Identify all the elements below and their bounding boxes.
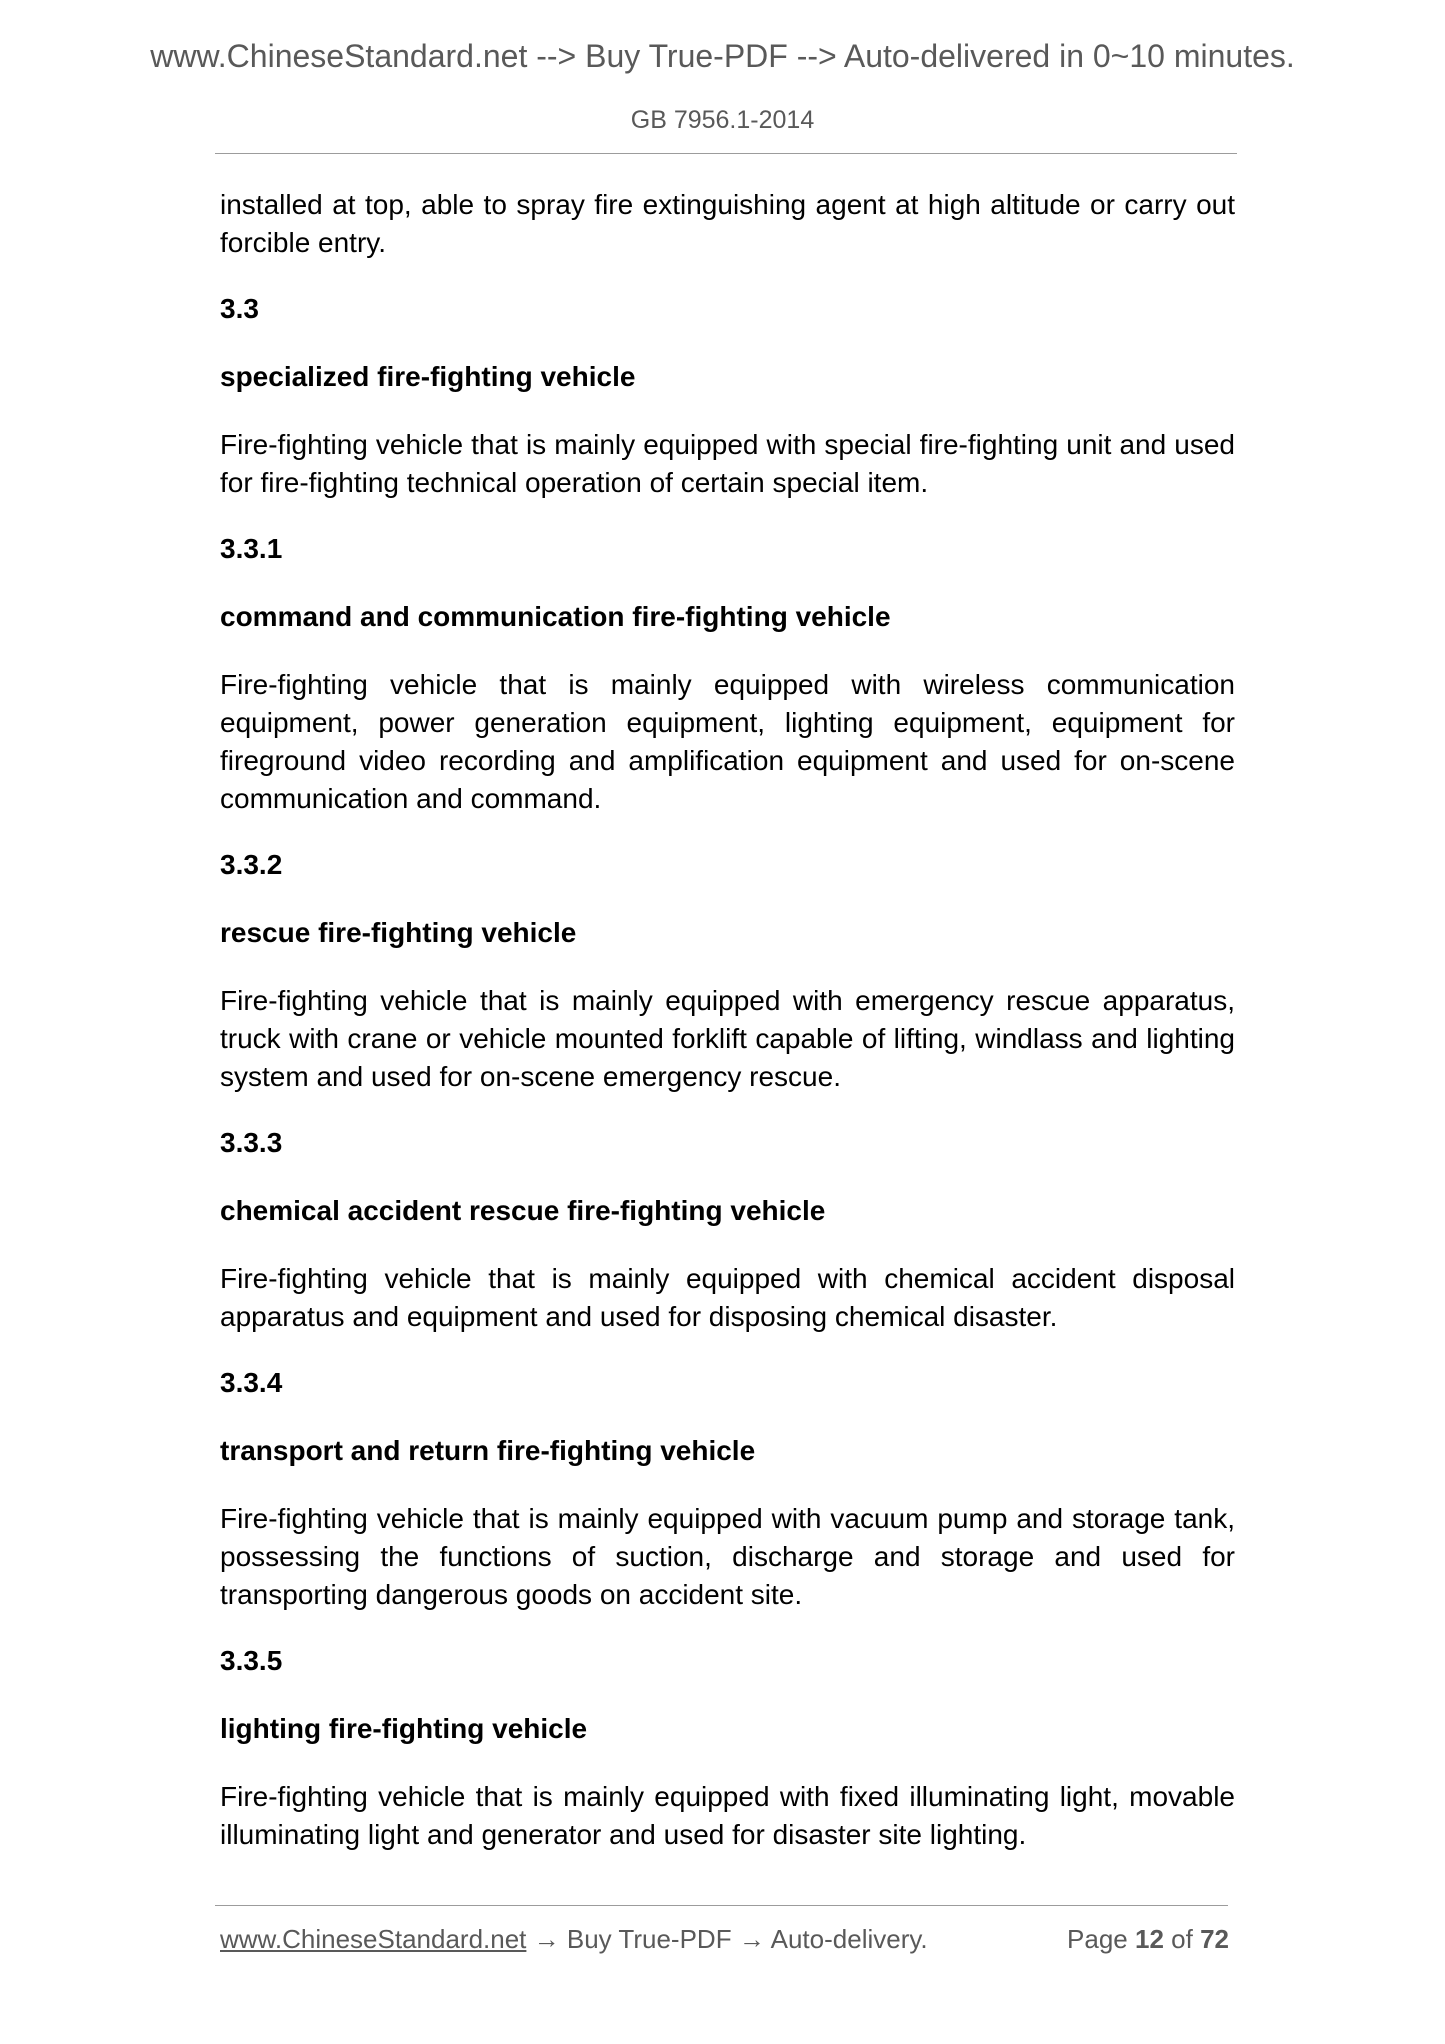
- document-body: [220, 186, 1235, 1854]
- footer-divider: [215, 1905, 1228, 1906]
- section-number-3-3: 3.3: [220, 293, 259, 324]
- page-label: Page: [1067, 1924, 1128, 1954]
- page-of-label: of: [1171, 1924, 1193, 1954]
- footer-promo: [220, 1924, 928, 1955]
- term-3-3-2: rescue fire-fighting vehicle: [220, 917, 577, 948]
- term-3-3-1: command and communication fire-fighting vehicle: [220, 601, 891, 632]
- definition-3-3-1: Fire-fighting vehicle that is mainly equipped with wireless communication equipment, power generation equipment, lighting equipment, equipment for fireground video recording and amplification equipment and used for on-scene communication and command.: [220, 669, 1235, 814]
- section-number-3-3-4: 3.3.4: [220, 1367, 283, 1398]
- section-number-3-3-3: 3.3.3: [220, 1127, 283, 1158]
- page-total: 72: [1200, 1924, 1229, 1954]
- term-3-3: specialized fire-fighting vehicle: [220, 361, 636, 392]
- term-3-3-3: chemical accident rescue fire-fighting vehicle: [220, 1195, 826, 1226]
- page-current: 12: [1135, 1924, 1164, 1954]
- definition-3-3-5: Fire-fighting vehicle that is mainly equipped with fixed illuminating light, movable illuminating light and generator and used for disaster site lighting.: [220, 1781, 1235, 1850]
- term-3-3-4: transport and return fire-fighting vehicle: [220, 1435, 756, 1466]
- continuation-paragraph: installed at top, able to spray fire extinguishing agent at high altitude or carry out forcible entry.: [220, 189, 1235, 258]
- arrow-right-icon: →: [533, 1924, 560, 1954]
- definition-3-3-2: Fire-fighting vehicle that is mainly equipped with emergency rescue apparatus, truck with crane or vehicle mounted forklift capable of lifting, windlass and lighting system and used for on-scene emergency rescue.: [220, 985, 1235, 1092]
- definition-3-3-4: Fire-fighting vehicle that is mainly equipped with vacuum pump and storage tank, possessing the functions of suction, discharge and storage and used for transporting dangerous goods on accident site.: [220, 1503, 1235, 1610]
- section-number-3-3-2: 3.3.2: [220, 849, 283, 880]
- arrow-right-icon: →: [738, 1924, 765, 1954]
- header-banner: www.ChineseStandard.net --> Buy True-PDF --> Auto-delivered in 0~10 minutes.: [150, 38, 1295, 74]
- definition-3-3-3: Fire-fighting vehicle that is mainly equipped with chemical accident disposal apparatus and equipment and used for disposing chemical disaster.: [220, 1263, 1235, 1332]
- term-3-3-5: lighting fire-fighting vehicle: [220, 1713, 588, 1744]
- definition-3-3: Fire-fighting vehicle that is mainly equipped with special fire-fighting unit and used for fire-fighting technical operation of certain special item.: [220, 429, 1235, 498]
- document-id: GB 7956.1-2014: [630, 106, 815, 134]
- header-divider: [215, 153, 1237, 154]
- section-number-3-3-5: 3.3.5: [220, 1645, 283, 1676]
- section-number-3-3-1: 3.3.1: [220, 533, 283, 564]
- page-indicator: [1067, 1924, 1229, 1955]
- footer-delivery-text: Auto-delivery.: [770, 1924, 928, 1954]
- footer-buy-text: Buy True-PDF: [566, 1924, 732, 1954]
- footer-website-link[interactable]: www.ChineseStandard.net: [220, 1924, 527, 1954]
